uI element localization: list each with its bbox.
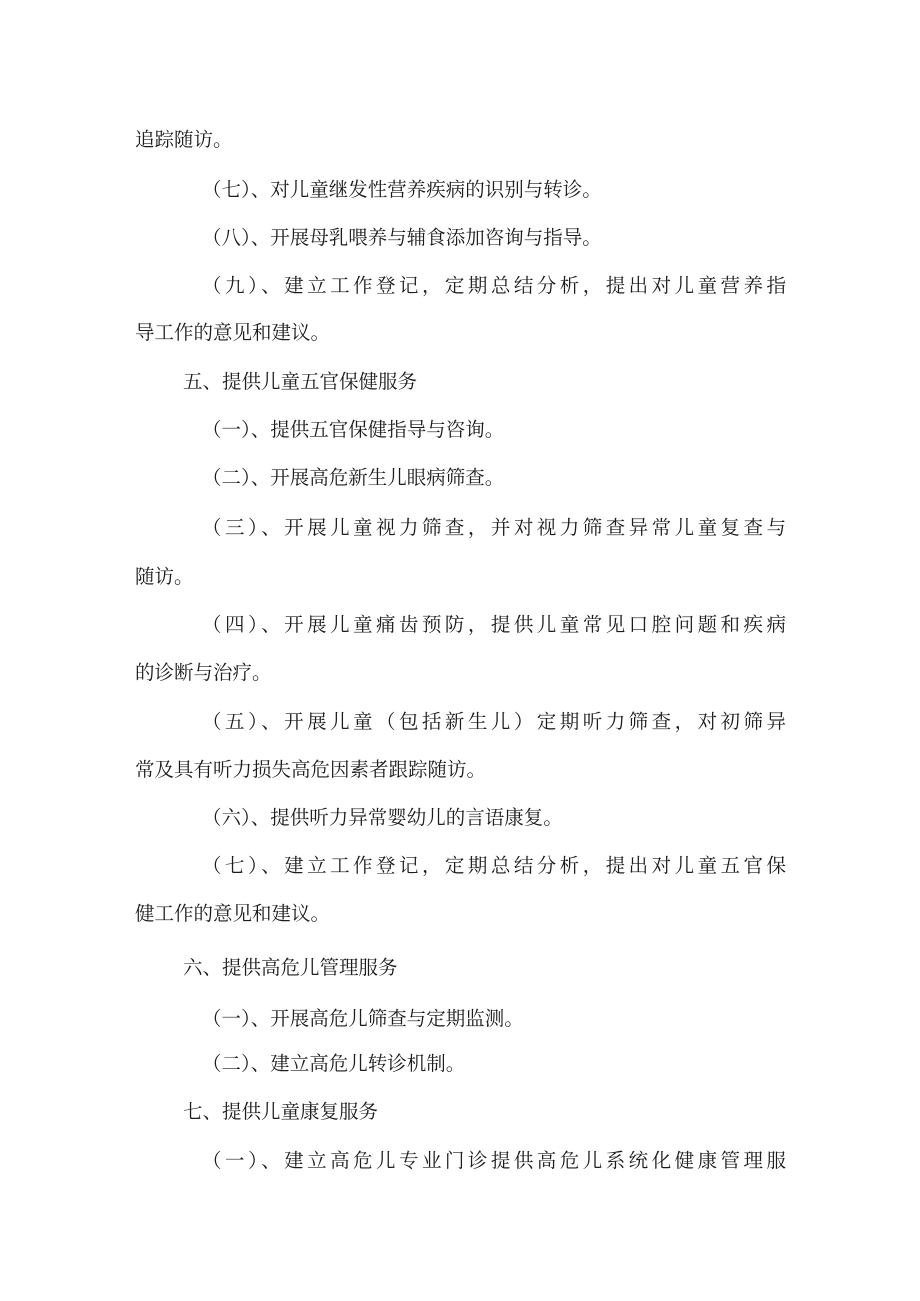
paragraph-line: （三）、开展儿童视力筛查，并对视力筛查异常儿童复查与 — [202, 516, 786, 539]
section-heading: 六、提供高危儿管理服务 — [183, 956, 398, 979]
section-heading: 七、提供儿童康复服务 — [183, 1100, 379, 1123]
paragraph-line: （一）、开展高危儿筛查与定期监测。 — [202, 1007, 524, 1030]
paragraph-line: （八）、开展母乳喂养与辅食添加咨询与指导。 — [202, 226, 602, 249]
paragraph-line: （一）、建立高危儿专业门诊提供高危儿系统化健康管理服 — [202, 1149, 786, 1172]
paragraph-line: 追踪随访。 — [135, 128, 233, 151]
paragraph-line: 的诊断与治疗。 — [135, 661, 272, 684]
paragraph-line: （五）、开展儿童（包括新生儿）定期听力筛查，对初筛异 — [202, 710, 786, 733]
paragraph-line: 导工作的意见和建议。 — [135, 321, 331, 344]
paragraph-line: （一）、提供五官保健指导与咨询。 — [202, 418, 505, 441]
paragraph-line: 健工作的意见和建议。 — [135, 902, 331, 925]
paragraph-line: （二）、建立高危儿转诊机制。 — [202, 1052, 466, 1075]
paragraph-line: （七）、建立工作登记，定期总结分析，提出对儿童五官保 — [202, 854, 786, 877]
paragraph-line: （七）、对儿童继发性营养疾病的识别与转诊。 — [202, 178, 602, 201]
paragraph-line: 随访。 — [135, 565, 194, 588]
paragraph-line: （四）、开展儿童痛齿预防，提供儿童常见口腔问题和疾病 — [202, 613, 786, 636]
paragraph-line: （六）、提供听力异常婴幼儿的言语康复。 — [202, 806, 563, 829]
paragraph-line: （九）、建立工作登记，定期总结分析，提出对儿童营养指 — [202, 274, 786, 297]
paragraph-line: （二）、开展高危新生儿眼病筛查。 — [202, 466, 505, 489]
section-heading: 五、提供儿童五官保健服务 — [183, 370, 418, 393]
paragraph-line: 常及具有听力损失高危因素者跟踪随访。 — [135, 758, 487, 781]
